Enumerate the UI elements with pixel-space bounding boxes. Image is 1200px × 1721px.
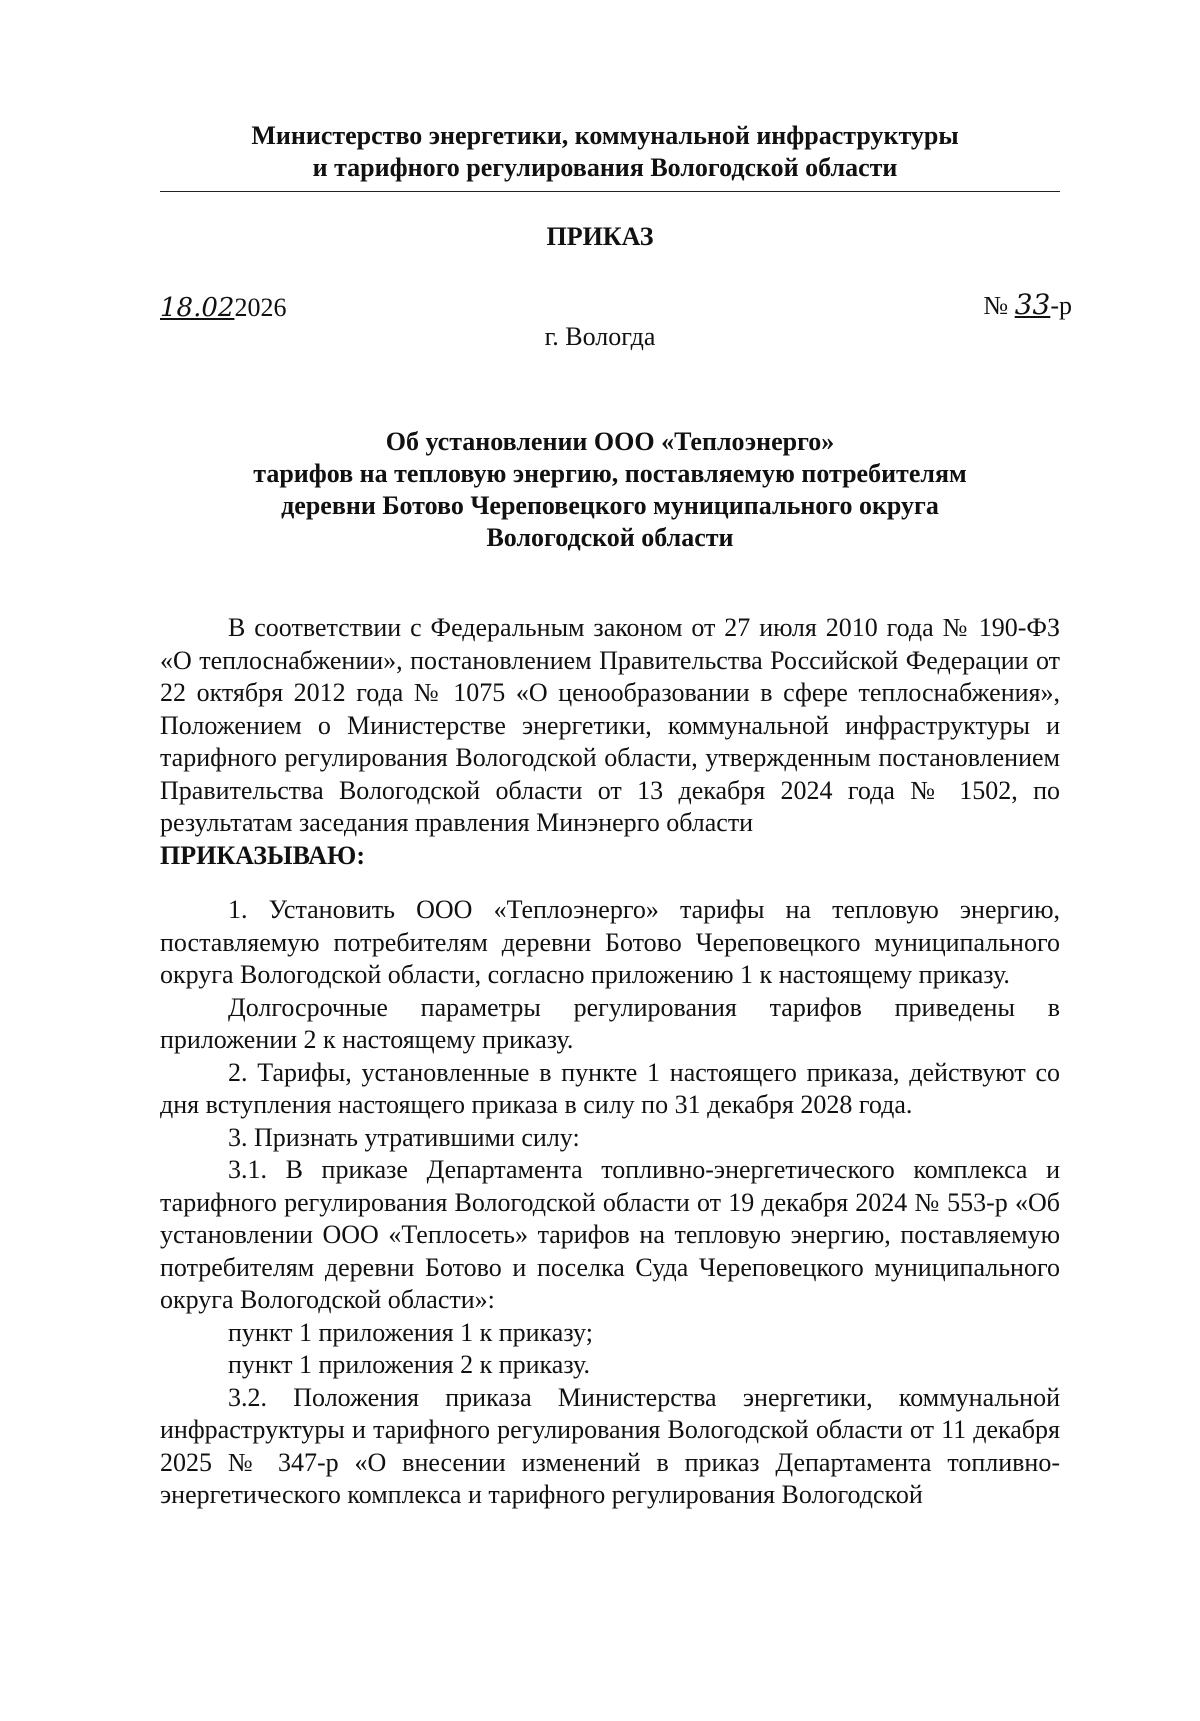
order-subject [160,426,1060,554]
item-3-2: 3.2. Положения приказа Министерства энергетики, коммунальной инфраструктуры и тарифного регулирования Вологодской области от 11 декабря 2025 № 347-р «О внесении изменений в приказ Департамента топливно-энергетического комплекса и тарифного регулирования Вологодской [160,1382,1060,1509]
order-number [983,288,1072,321]
item-2: 2. Тарифы, установленные в пункте 1 настоящего приказа, действуют со дня вступления настоящего приказа в силу по 31 декабря 2028 года. [160,1057,1060,1119]
handwritten-date: 18.02 [160,293,235,323]
number-prefix: № [983,291,1015,320]
order-date [160,293,286,323]
header-divider [160,191,1060,192]
item-3-1-a: пункт 1 приложения 1 к приказу; [228,1317,593,1347]
subject-line4: Вологодской области [486,523,734,552]
order-word: ПРИКАЗЫВАЮ: [160,840,365,870]
item-1-params: Долгосрочные параметры регулирования тарифов приведены в приложении 2 к настоящему приказу. [160,992,1060,1054]
document-title: ПРИКАЗ [546,222,654,251]
item-3: 3. Признать утратившими силу: [228,1122,580,1152]
item-1: 1. Установить ООО «Теплоэнерго» тарифы на тепловую энергию, поставляемую потребителям деревни Ботово Череповецкого муниципального округа Вологодской области, согласно приложению 1 к настоящему приказу. [160,895,1060,989]
order-body [160,612,1060,1512]
ministry-header [160,120,1050,184]
item-3-1: 3.1. В приказе Департамента топливно-энергетического комплекса и тарифного регулирования Вологодской области от 19 декабря 2024 № 553-р «Об установлении ООО «Теплосеть» тарифов на тепловую энергию, поставляемую потребителям деревни Ботово и поселка Суда Череповецкого муниципального округа Вологодской области»: [160,1155,1060,1314]
subject-line1: Об установлении ООО «Теплоэнерго» [385,427,835,456]
subject-line3: деревни Ботово Череповецкого муниципального округа [281,491,939,520]
ministry-header-line2: и тарифного регулирования Вологодской области [312,153,898,182]
handwritten-number: 33 [1014,288,1051,321]
date-year: 2026 [234,293,287,322]
preamble: В соответствии с Федеральным законом от 27 июля 2010 года № 190-ФЗ «О теплоснабжении», постановлением Правительства Российской Федерации от 22 октября 2012 года № 1075 «О ценообразовании в сфере теплоснабжения», Положением о Министерстве энергетики, коммунальной инфраструктуры и тарифного регулирования Вологодской области, утвержденным постановлением Правительства Вологодской области от 13 декабря 2024 года № 1502, по результатам заседания правления Минэнерго области [160,613,1060,837]
number-suffix: -р [1050,291,1072,320]
item-3-1-b: пункт 1 приложения 2 к приказу. [228,1350,590,1379]
city: г. Вологда [544,322,656,351]
subject-line2: тарифов на тепловую энергию, поставляемую потребителям [253,459,967,488]
ministry-header-line1: Министерство энергетики, коммунальной инфраструктуры [251,121,959,150]
